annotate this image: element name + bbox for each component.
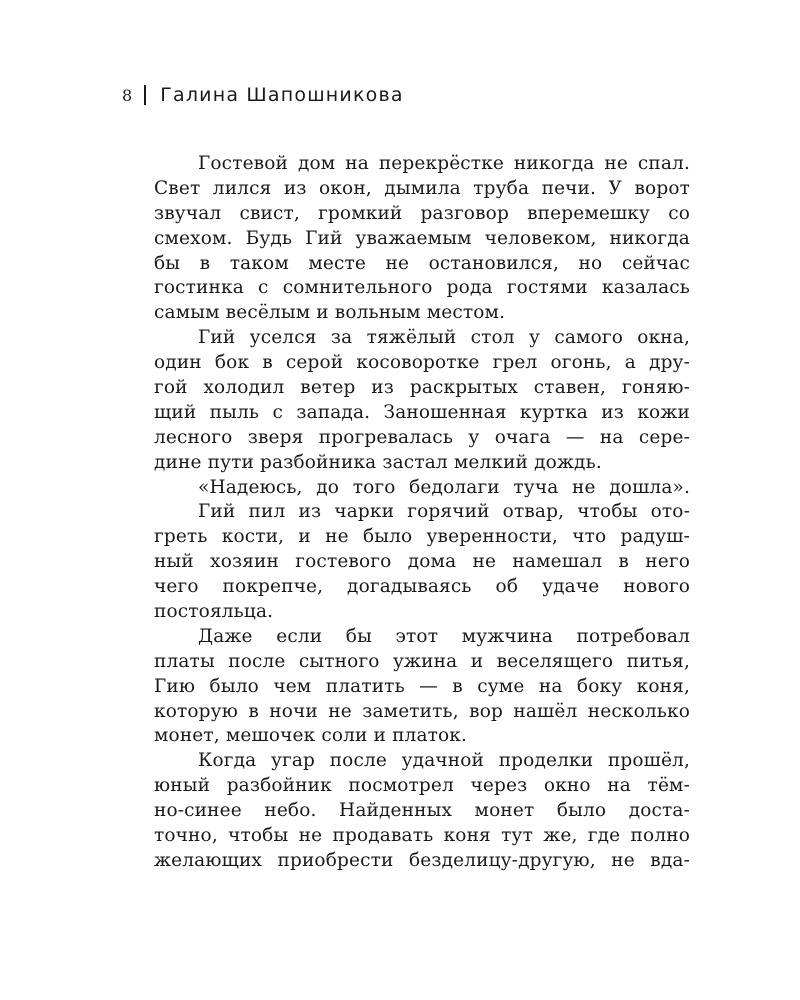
text-line: желающих приобрести безделицу-другую, не вда- — [154, 849, 690, 871]
text-line: смехом. Будь Гий уважаемым человеком, никогда — [154, 227, 690, 249]
running-header — [122, 82, 404, 108]
text-line: Гий пил из чарки горячий отвар, чтобы ото- — [198, 501, 690, 523]
text-line: «Надеюсь, до того бедолаги туча не дошла». — [198, 476, 690, 498]
text-line: греть кости, и не было уверенности, что радуш- — [154, 526, 690, 548]
text-line: щий пыль с запада. Заношенная куртка из кожи — [154, 401, 690, 423]
text-line: ный хозяин гостевого дома не намешал в него — [154, 551, 690, 573]
text-line: гой холодил ветер из раскрытых ставен, гоняю- — [154, 377, 690, 399]
body-text — [154, 152, 690, 874]
text-line: монет, мешочек соли и платок. — [154, 725, 468, 747]
text-line: постояльца. — [154, 601, 274, 623]
text-line: Даже если бы этот мужчина потребовал — [198, 625, 690, 647]
text-line: Когда угар после удачной проделки прошёл, — [198, 750, 690, 772]
text-line: Свет лился из окон, дымила труба печи. У ворот — [154, 177, 690, 199]
text-line: которую в ночи не заметить, вор нашёл несколько — [154, 700, 690, 722]
author-name: Галина Шапошникова — [160, 84, 404, 106]
text-line: лесного зверя прогревалась у очага — на сере- — [154, 426, 690, 448]
text-line: но-синее небо. Найденных монет было доста- — [154, 800, 690, 822]
text-line: точно, чтобы не продавать коня тут же, где полно — [154, 825, 690, 847]
text-line: гостинка с сомнительного рода гостями казалась — [154, 277, 690, 299]
text-line: Гостевой дом на перекрёстке никогда не спал. — [198, 153, 690, 174]
text-line: дине пути разбойника застал мелкий дождь. — [154, 451, 602, 473]
text-line: платы после сытного ужина и веселящего питья, — [154, 650, 690, 672]
text-line: звучал свист, громкий разговор вперемешку со — [154, 202, 690, 224]
text-line: один бок в серой косоворотке грел огонь, а дру- — [154, 352, 690, 374]
text-line: юный разбойник посмотрел через окно на тём- — [154, 775, 690, 797]
page-number: 8 — [122, 85, 133, 105]
text-line: самым весёлым и вольным местом. — [154, 302, 506, 324]
text-line: бы в таком месте не остановился, но сейчас — [154, 252, 690, 274]
header-divider — [144, 85, 146, 105]
text-line: Гию было чем платить — в суме на боку коня, — [154, 675, 690, 697]
text-line: чего покрепче, догадываясь об удаче нового — [154, 576, 690, 598]
text-line: Гий уселся за тяжёлый стол у самого окна, — [198, 327, 690, 349]
